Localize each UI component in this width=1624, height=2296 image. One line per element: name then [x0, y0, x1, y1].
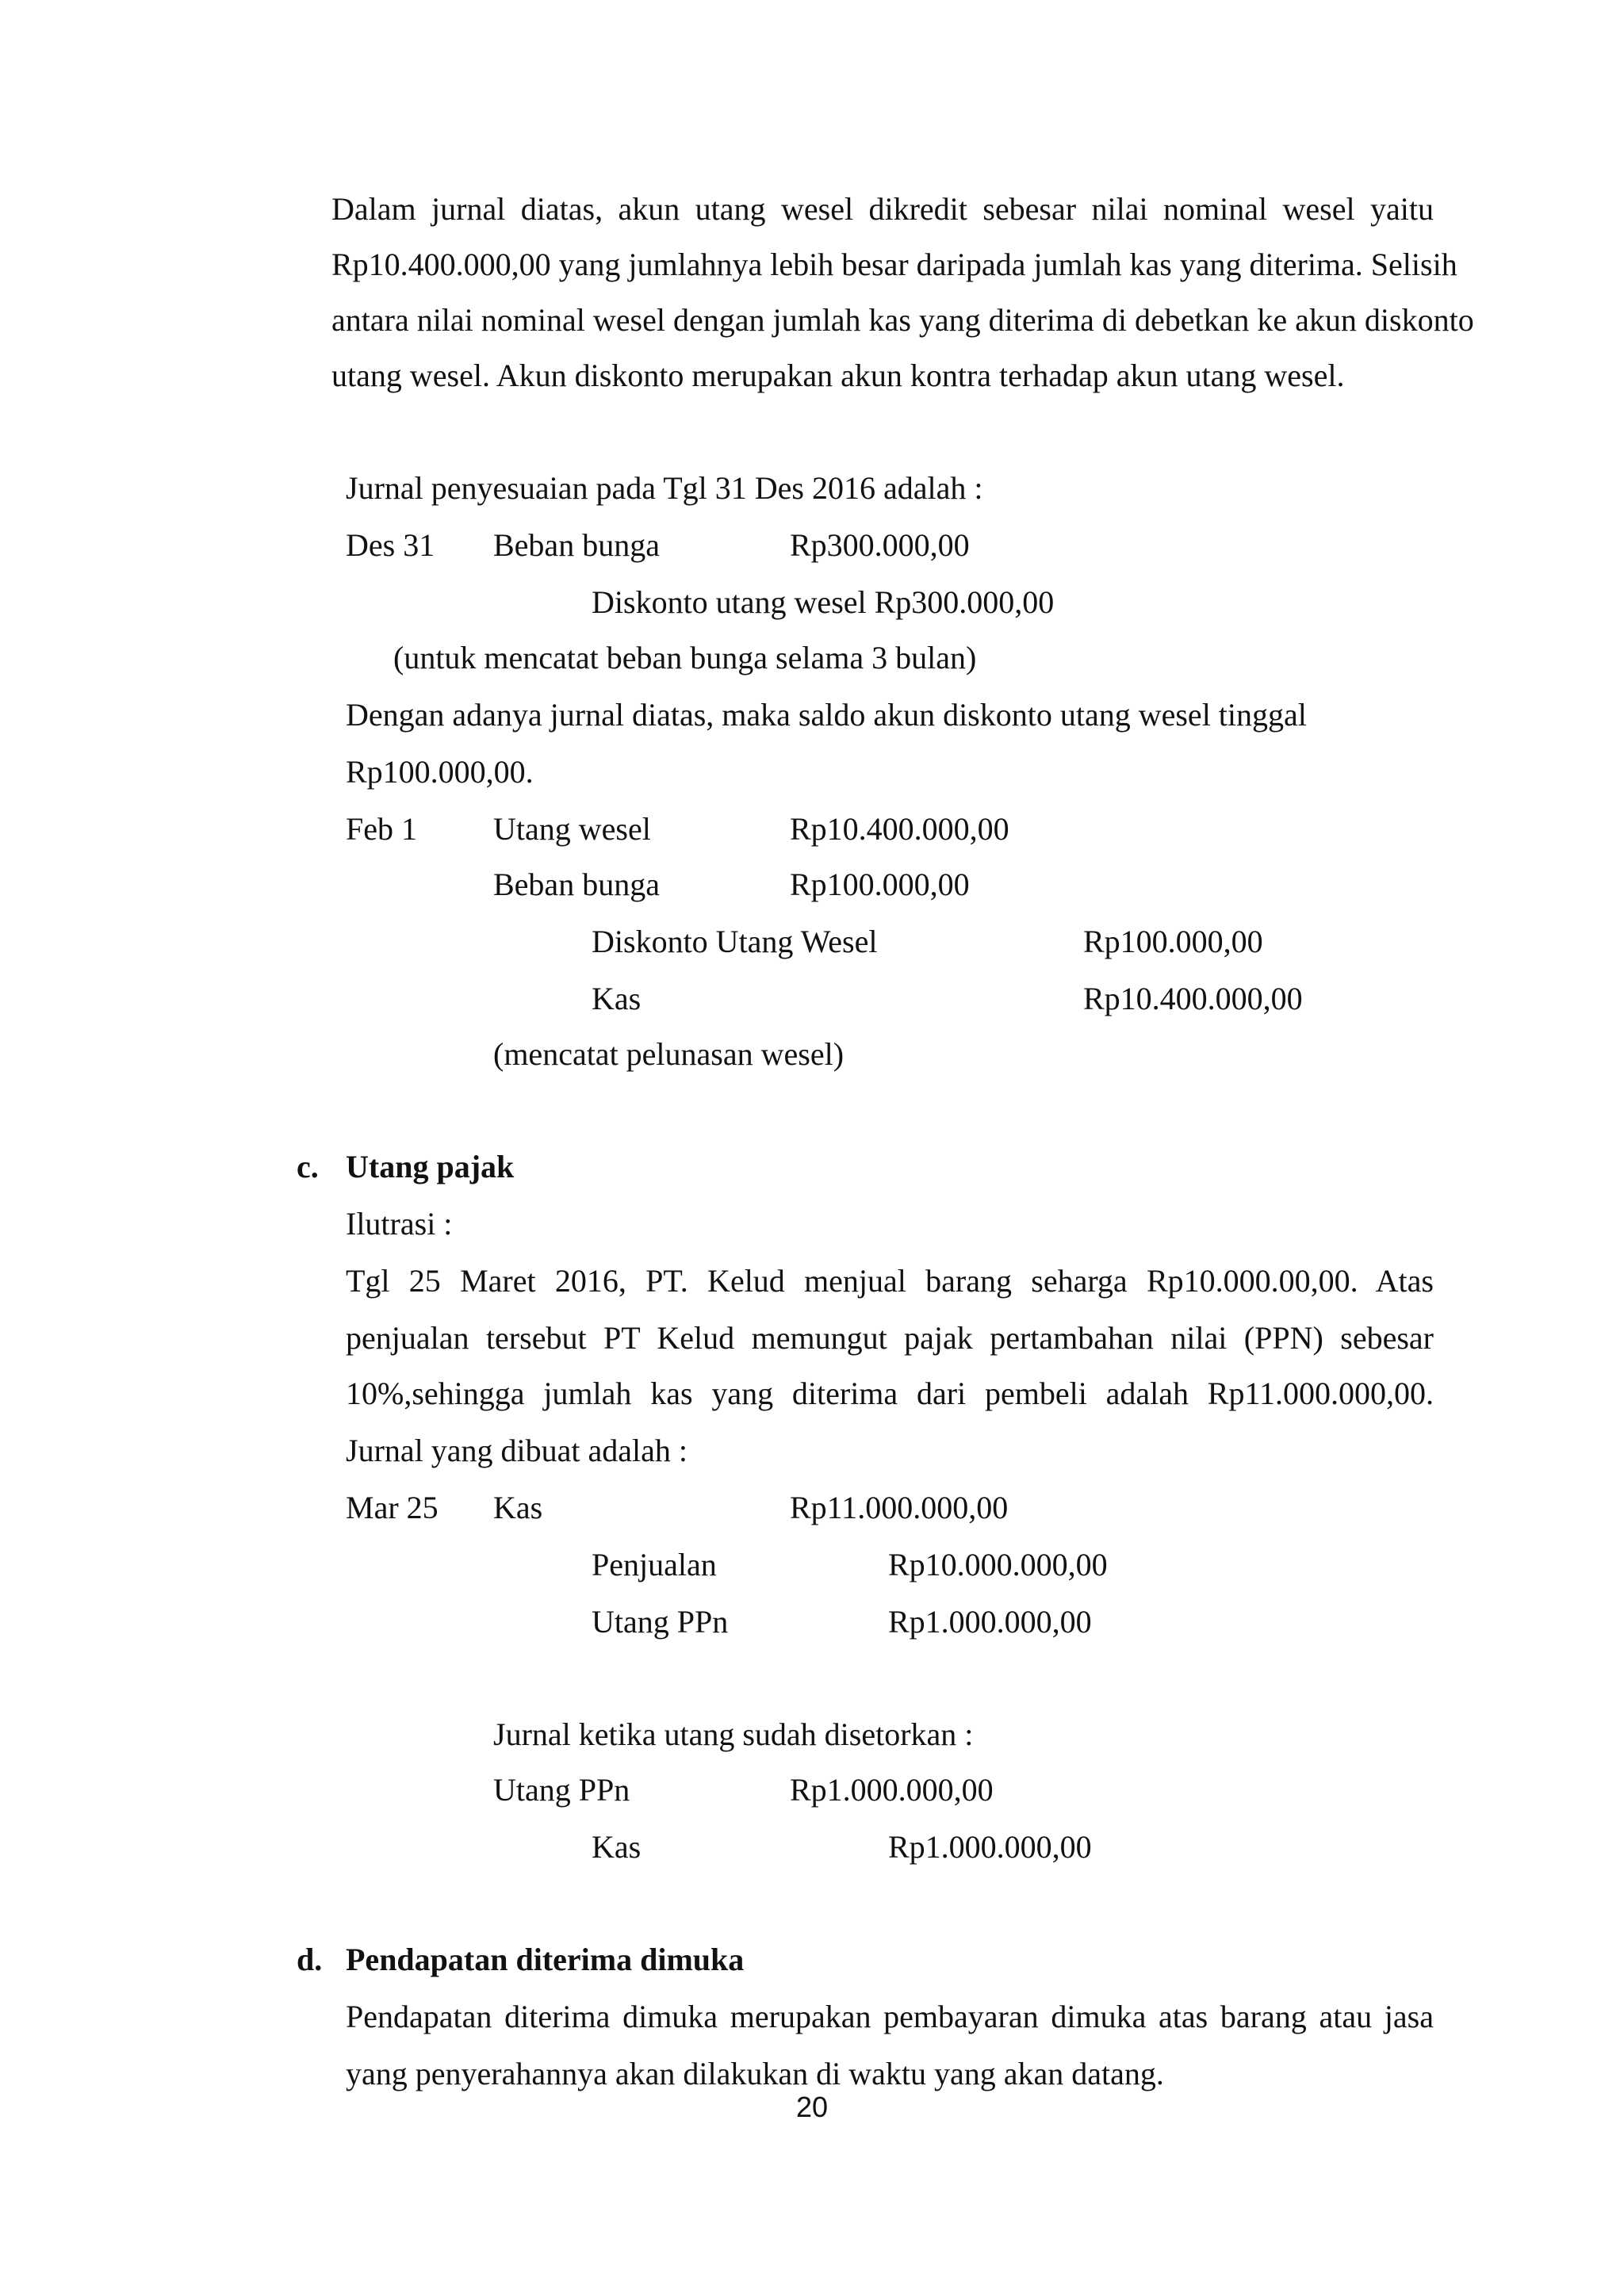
intro-line-2: Rp10.400.000,00 yang jumlahnya lebih besar daripada jumlah kas yang diterima. Selisih [331, 247, 1457, 282]
section-d-line-2: yang penyerahannya akan dilakukan di waktu yang akan datang. [346, 2056, 1164, 2091]
section-d-title: Pendapatan diterima dimuka [346, 1942, 745, 1977]
section-c-line-1: Tgl 25 Maret 2016, PT. Kelud menjual barang seharga Rp10.000.00,00. Atas [346, 1263, 1434, 1299]
entry2-credit2-account: Kas [592, 981, 642, 1016]
section-c-entry-credit1-amount: Rp10.000.000,00 [888, 1547, 1108, 1582]
adjusting-explanation-line-1: Dengan adanya jurnal diatas, maka saldo akun diskonto utang wesel tinggal [346, 697, 1307, 733]
entry2-credit1-account: Diskonto Utang Wesel [592, 924, 878, 959]
adjusting-heading: Jurnal penyesuaian pada Tgl 31 Des 2016 adalah : [346, 470, 983, 506]
entry1-debit-amount: Rp300.000,00 [790, 527, 970, 563]
section-c-journal-label: Jurnal yang dibuat adalah : [346, 1433, 688, 1468]
entry2-date: Feb 1 [346, 811, 417, 847]
section-c-entry-debit-account: Kas [493, 1490, 543, 1525]
section-c-entry-credit2-account: Utang PPn [592, 1604, 729, 1640]
section-c-line-2: penjualan tersebut PT Kelud memungut pajak pertambahan nilai (PPN) sebesar [346, 1320, 1434, 1356]
entry1-note: (untuk mencatat beban bunga selama 3 bulan) [393, 640, 977, 675]
intro-line-3: antara nilai nominal wesel dengan jumlah kas yang diterima di debetkan ke akun diskonto [331, 302, 1474, 338]
section-c-deposit-debit-account: Utang PPn [493, 1772, 630, 1808]
entry2-note: (mencatat pelunasan wesel) [493, 1036, 845, 1072]
section-c-deposit-credit-amount: Rp1.000.000,00 [888, 1829, 1092, 1865]
section-c-title: Utang pajak [346, 1149, 515, 1184]
section-c-marker: c. [297, 1149, 319, 1184]
section-c-deposit-credit-account: Kas [592, 1829, 642, 1865]
adjusting-explanation-line-2: Rp100.000,00. [346, 754, 534, 790]
entry1-credit-line: Diskonto utang wesel Rp300.000,00 [592, 584, 1055, 620]
section-c-entry-date: Mar 25 [346, 1490, 439, 1525]
entry2-debit2-account: Beban bunga [493, 867, 660, 902]
entry1-debit-account: Beban bunga [493, 527, 660, 563]
section-d-marker: d. [297, 1942, 323, 1977]
intro-line-4: utang wesel. Akun diskonto merupakan akun kontra terhadap akun utang wesel. [331, 358, 1345, 393]
section-d-line-1: Pendapatan diterima dimuka merupakan pembayaran dimuka atas barang atau jasa [346, 1999, 1434, 2034]
entry2-debit2-amount: Rp100.000,00 [790, 867, 970, 902]
entry2-credit1-amount: Rp100.000,00 [1083, 924, 1263, 959]
section-c-deposit-label: Jurnal ketika utang sudah disetorkan : [493, 1716, 974, 1752]
entry2-debit1-account: Utang wesel [493, 811, 651, 847]
entry1-date: Des 31 [346, 527, 435, 563]
section-c-line-3: 10%,sehingga jumlah kas yang diterima dari pembeli adalah Rp11.000.000,00. [346, 1376, 1434, 1411]
section-c-ilustrasi: Ilutrasi : [346, 1206, 453, 1242]
page-number: 20 [795, 2091, 829, 2123]
section-c-entry-credit2-amount: Rp1.000.000,00 [888, 1604, 1092, 1640]
intro-line-1: Dalam jurnal diatas, akun utang wesel dikredit sebesar nilai nominal wesel yaitu [331, 191, 1434, 227]
entry2-credit2-amount: Rp10.400.000,00 [1083, 981, 1303, 1016]
section-c-deposit-debit-amount: Rp1.000.000,00 [790, 1772, 994, 1808]
section-c-entry-credit1-account: Penjualan [592, 1547, 717, 1582]
entry2-debit1-amount: Rp10.400.000,00 [790, 811, 1009, 847]
section-c-entry-debit-amount: Rp11.000.000,00 [790, 1490, 1009, 1525]
